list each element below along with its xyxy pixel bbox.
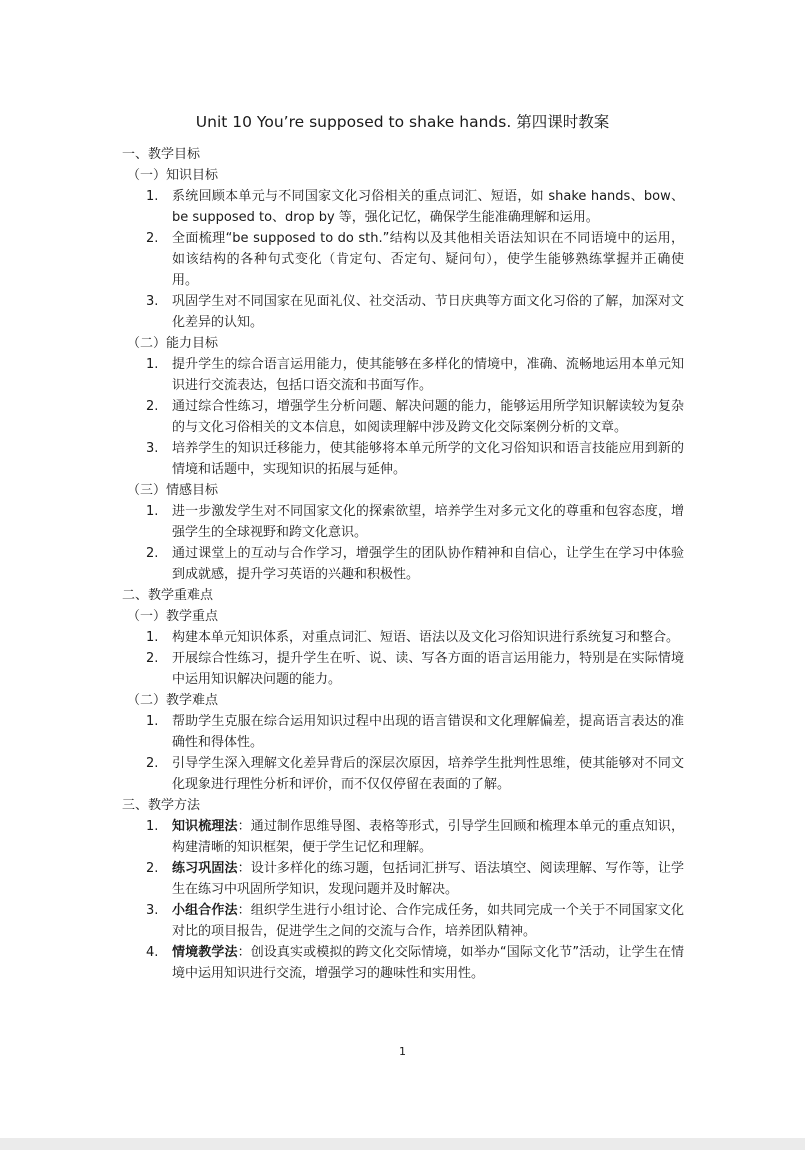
list-item-text: ：设计多样化的练习题，包括词汇拼写、语法填空、阅读理解、写作等，让学生在练习中巩固所学知识，发现问题并及时解决。 bbox=[172, 861, 684, 897]
list-item-number: 1. bbox=[146, 189, 159, 204]
list-item-number: 1. bbox=[146, 357, 159, 372]
subsection-heading: （一）知识目标 bbox=[127, 168, 219, 183]
list-item-number: 2. bbox=[146, 231, 159, 246]
list-item bbox=[122, 648, 684, 690]
list-item-number: 1. bbox=[146, 630, 159, 645]
list-item-text: 引导学生深入理解文化差异背后的深层次原因，培养学生批判性思维，使其能够对不同文化现象进行理性分析和评价，而不仅仅停留在表面的了解。 bbox=[172, 756, 684, 792]
method-name: 情境教学法 bbox=[172, 945, 238, 960]
method-name: 练习巩固法 bbox=[172, 861, 238, 876]
page-number: 1 bbox=[399, 1045, 406, 1058]
list-item-text: 开展综合性练习，提升学生在听、说、读、写各方面的语言运用能力，特别是在实际情境中运用知识解决问题的能力。 bbox=[172, 651, 684, 687]
list-item-number: 2. bbox=[146, 756, 159, 771]
list-item-number: 3. bbox=[146, 294, 159, 309]
list-item-text: 巩固学生对不同国家在见面礼仪、社交活动、节日庆典等方面文化习俗的了解，加深对文化差异的认知。 bbox=[172, 294, 684, 330]
method-name: 小组合作法 bbox=[172, 903, 238, 918]
section-heading: 二、教学重难点 bbox=[122, 588, 214, 603]
list-item bbox=[122, 438, 684, 480]
list-item-text: 帮助学生克服在综合运用知识过程中出现的语言错误和文化理解偏差，提高语言表达的准确性和得体性。 bbox=[172, 714, 684, 750]
list-item-number: 2. bbox=[146, 399, 159, 414]
list-item-text: 全面梳理“be supposed to do sth.”结构以及其他相关语法知识在不同语境中的运用，如该结构的各种句式变化（肯定句、否定句、疑问句），使学生能够熟练掌握并正确使用。 bbox=[172, 231, 684, 288]
list-item-number: 3. bbox=[146, 903, 159, 918]
subsection-heading: （三）情感目标 bbox=[127, 483, 219, 498]
list-item-text: ：通过制作思维导图、表格等形式，引导学生回顾和梳理本单元的重点知识，构建清晰的知识框架，便于学生记忆和理解。 bbox=[172, 819, 684, 855]
list-item bbox=[122, 228, 684, 291]
list-item bbox=[122, 627, 684, 648]
section-heading: 三、教学方法 bbox=[122, 798, 201, 813]
list-item-number: 3. bbox=[146, 441, 159, 456]
list-item bbox=[122, 816, 684, 858]
list-item-number: 2. bbox=[146, 861, 159, 876]
list-item-text: ：组织学生进行小组讨论、合作完成任务，如共同完成一个关于不同国家文化对比的项目报告，促进学生之间的交流与合作，培养团队精神。 bbox=[172, 903, 684, 939]
list-item bbox=[122, 942, 684, 984]
list-item-text: 培养学生的知识迁移能力，使其能够将本单元所学的文化习俗知识和语言技能应用到新的情境和话题中，实现知识的拓展与延伸。 bbox=[172, 441, 684, 477]
list-item bbox=[122, 858, 684, 900]
list-item-text: 通过课堂上的互动与合作学习，增强学生的团队协作精神和自信心，让学生在学习中体验到成就感，提升学习英语的兴趣和积极性。 bbox=[172, 546, 684, 582]
list-item-text: 进一步激发学生对不同国家文化的探索欲望，培养学生对多元文化的尊重和包容态度，增强学生的全球视野和跨文化意识。 bbox=[172, 504, 684, 540]
section-heading: 一、教学目标 bbox=[122, 147, 201, 162]
list-item-number: 4. bbox=[146, 945, 159, 960]
list-item-number: 1. bbox=[146, 819, 159, 834]
list-item bbox=[122, 711, 684, 753]
list-item-number: 2. bbox=[146, 546, 159, 561]
list-item-text: 系统回顾本单元与不同国家文化习俗相关的重点词汇、短语，如 shake hands、bow、be supposed to、drop by 等，强化记忆，确保学生能准确理解和运用。 bbox=[172, 189, 684, 225]
list-item-text: 构建本单元知识体系，对重点词汇、短语、语法以及文化习俗知识进行系统复习和整合。 bbox=[172, 630, 680, 645]
list-item bbox=[122, 291, 684, 333]
list-item-number: 2. bbox=[146, 651, 159, 666]
document-title: Unit 10 You’re supposed to shake hands. 第四课时教案 bbox=[195, 113, 610, 131]
subsection-heading: （二）教学难点 bbox=[127, 693, 219, 708]
subsection-heading: （二）能力目标 bbox=[127, 336, 219, 351]
list-item bbox=[122, 753, 684, 795]
list-item-text: ：创设真实或模拟的跨文化交际情境，如举办“国际文化节”活动，让学生在情境中运用知识进行交流，增强学习的趣味性和实用性。 bbox=[172, 945, 684, 981]
method-name: 知识梳理法 bbox=[172, 819, 238, 834]
list-item bbox=[122, 900, 684, 942]
list-item-number: 1. bbox=[146, 714, 159, 729]
list-item bbox=[122, 501, 684, 543]
document-body bbox=[122, 144, 684, 984]
list-item bbox=[122, 186, 684, 228]
list-item bbox=[122, 396, 684, 438]
subsection-heading: （一）教学重点 bbox=[127, 609, 219, 624]
list-item bbox=[122, 354, 684, 396]
list-item bbox=[122, 543, 684, 585]
list-item-text: 通过综合性练习，增强学生分析问题、解决问题的能力，能够运用所学知识解读较为复杂的与文化习俗相关的文本信息，如阅读理解中涉及跨文化交际案例分析的文章。 bbox=[172, 399, 684, 435]
list-item-text: 提升学生的综合语言运用能力，使其能够在多样化的情境中，准确、流畅地运用本单元知识进行交流表达，包括口语交流和书面写作。 bbox=[172, 357, 684, 393]
list-item-number: 1. bbox=[146, 504, 159, 519]
